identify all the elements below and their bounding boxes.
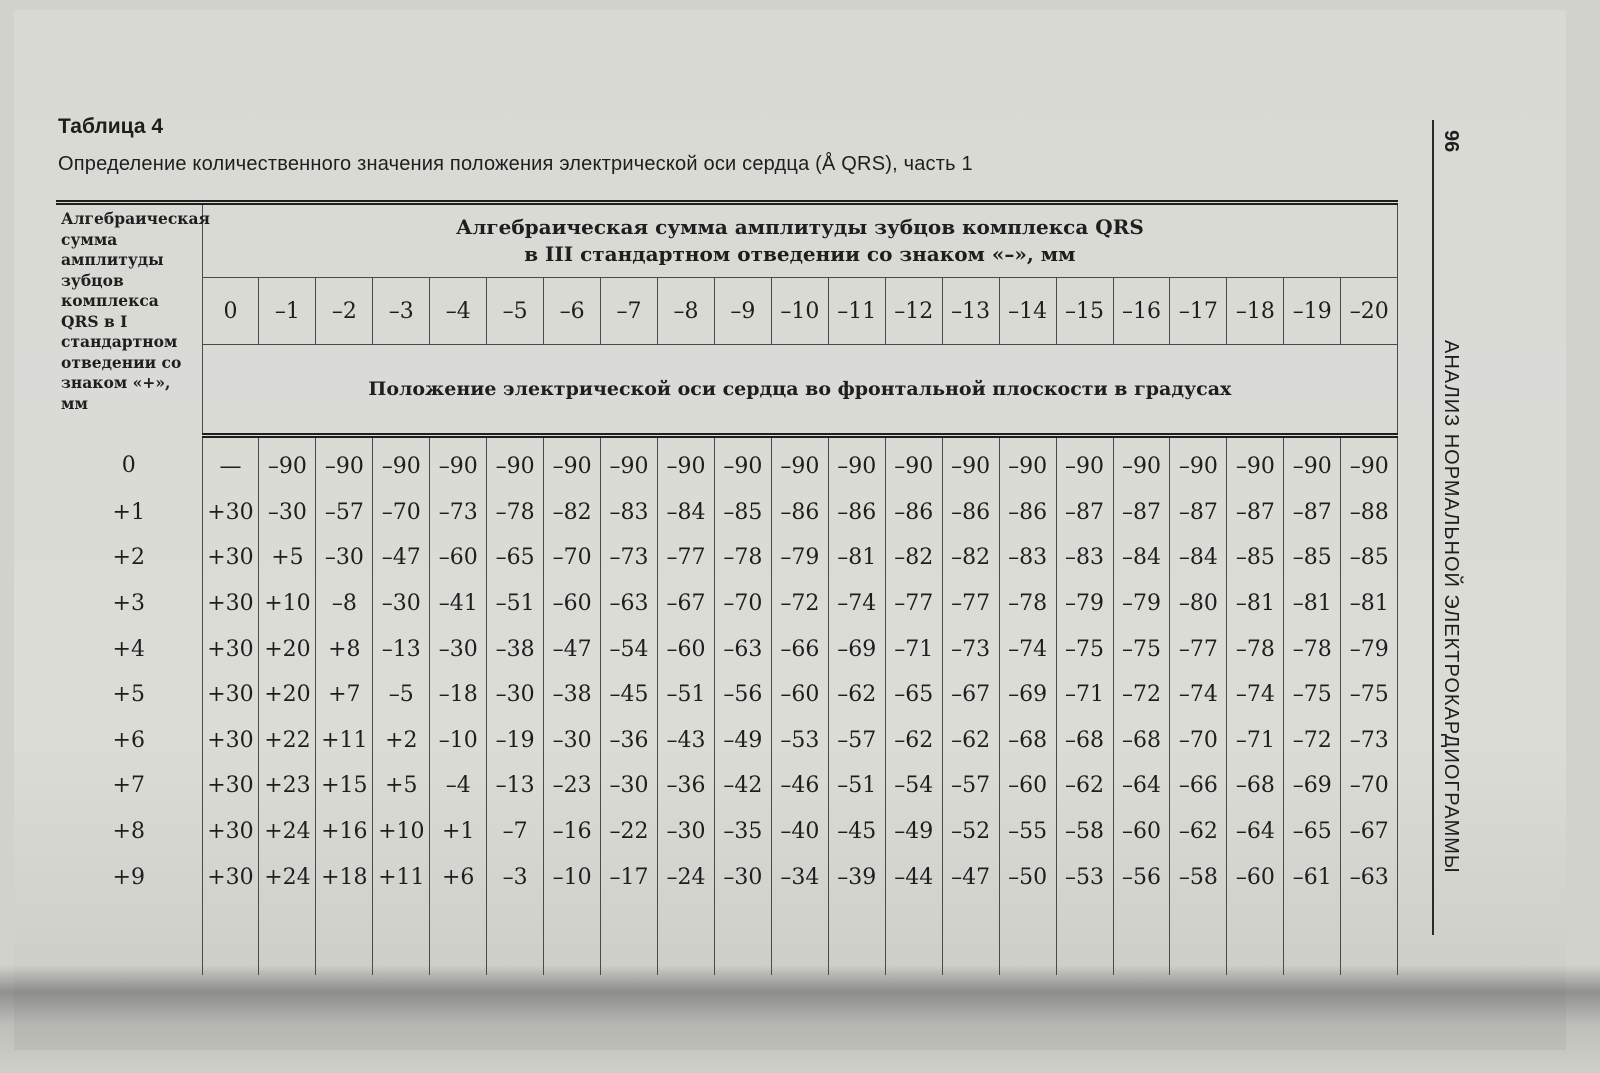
table-cell: +11: [373, 854, 430, 900]
table-cell: –62: [1170, 809, 1227, 855]
table-cell: +22: [259, 718, 316, 764]
table-cell: –86: [942, 490, 999, 536]
column-value-header: –12: [885, 278, 942, 345]
table-cell: –7: [487, 809, 544, 855]
table-cell: –87: [1170, 490, 1227, 536]
table-cell: –30: [487, 672, 544, 718]
table-cell: –83: [999, 535, 1056, 581]
table-cell: –78: [487, 490, 544, 536]
empty-cell: [1056, 900, 1113, 975]
table-cell: –63: [714, 626, 771, 672]
table-cell: –38: [487, 626, 544, 672]
column-value-header: –18: [1227, 278, 1284, 345]
table-cell: –84: [1170, 535, 1227, 581]
table-cell: –81: [1341, 581, 1398, 627]
axis-table: [56, 200, 1398, 975]
table-cell: +16: [316, 809, 373, 855]
table-cell: +11: [316, 718, 373, 764]
table-cell: –67: [1341, 809, 1398, 855]
column-group-header-line2: в III стандартном отведении со знаком «–», мм: [524, 242, 1076, 266]
table-row: [56, 626, 1398, 672]
table-cell: +10: [373, 809, 430, 855]
table-cell: –77: [658, 535, 715, 581]
stub-header: Алгебраическая сумма амплитуды зубцов комплекса QRS в I стандартном отведении со знаком «+», мм: [56, 203, 202, 436]
table-cell: –8: [316, 581, 373, 627]
table-cell: –45: [828, 809, 885, 855]
table-cell: –51: [828, 763, 885, 809]
table-cell: –54: [885, 763, 942, 809]
table-cell: –40: [771, 809, 828, 855]
row-label: 0: [56, 436, 202, 490]
table-cell: –60: [771, 672, 828, 718]
table-cell: –87: [1056, 490, 1113, 536]
table-cell: +20: [259, 626, 316, 672]
table-cell: –10: [430, 718, 487, 764]
table-cell: –79: [1113, 581, 1170, 627]
table-cell: +24: [259, 809, 316, 855]
table-cell: –70: [714, 581, 771, 627]
table-cell: –60: [1227, 854, 1284, 900]
row-label: +9: [56, 854, 202, 900]
table-cell: –90: [942, 436, 999, 490]
empty-cell: [259, 900, 316, 975]
table-cell: –78: [1227, 626, 1284, 672]
table-row: [56, 490, 1398, 536]
table-cell: –79: [1341, 626, 1398, 672]
column-group-header: [202, 203, 1398, 278]
empty-cell: [544, 900, 601, 975]
table-cell: –86: [885, 490, 942, 536]
table-cell: –70: [1170, 718, 1227, 764]
table-cell: –30: [544, 718, 601, 764]
table-cell: –90: [1227, 436, 1284, 490]
empty-cell: [1170, 900, 1227, 975]
table-cell: –82: [544, 490, 601, 536]
table-cell: –58: [1056, 809, 1113, 855]
table-cell: –41: [430, 581, 487, 627]
table-cell: –81: [1284, 581, 1341, 627]
table-cell: –90: [658, 436, 715, 490]
table-cell: –78: [1284, 626, 1341, 672]
row-label: +8: [56, 809, 202, 855]
table-cell: –85: [714, 490, 771, 536]
table-cell: –60: [999, 763, 1056, 809]
table-cell: –30: [373, 581, 430, 627]
table-cell: –75: [1113, 626, 1170, 672]
table-label: Таблица 4: [58, 115, 164, 138]
column-value-header: –7: [601, 278, 658, 345]
table-cell: –57: [828, 718, 885, 764]
column-value-header: –6: [544, 278, 601, 345]
table-cell: +5: [259, 535, 316, 581]
table-cell: –73: [601, 535, 658, 581]
table-cell: –90: [373, 436, 430, 490]
table-spacer-row: [56, 900, 1398, 975]
table-cell: –90: [1170, 436, 1227, 490]
table-cell: –68: [1056, 718, 1113, 764]
column-value-header: –16: [1113, 278, 1170, 345]
table-cell: –69: [828, 626, 885, 672]
table-cell: –51: [658, 672, 715, 718]
table-cell: –65: [487, 535, 544, 581]
table-row: [56, 718, 1398, 764]
table-cell: –90: [259, 436, 316, 490]
page-number-text: 96: [1440, 130, 1462, 153]
table-cell: –78: [999, 581, 1056, 627]
column-value-header: –10: [771, 278, 828, 345]
table-body: [56, 436, 1398, 975]
table-cell: –81: [1227, 581, 1284, 627]
table-cell: +5: [373, 763, 430, 809]
table-cell: +30: [202, 535, 259, 581]
table-cell: –77: [885, 581, 942, 627]
table-cell: +30: [202, 490, 259, 536]
table-cell: +24: [259, 854, 316, 900]
running-head-text: АНАЛИЗ НОРМАЛЬНОЙ ЭЛЕКТРОКАРДИОГРАММЫ: [1440, 340, 1462, 874]
table-row: [56, 672, 1398, 718]
table-cell: –79: [1056, 581, 1113, 627]
table-cell: –54: [601, 626, 658, 672]
table-cell: –60: [1113, 809, 1170, 855]
empty-cell: [430, 900, 487, 975]
table-cell: –86: [999, 490, 1056, 536]
table-cell: +15: [316, 763, 373, 809]
column-value-header: –13: [942, 278, 999, 345]
table-cell: –86: [828, 490, 885, 536]
table-cell: –39: [828, 854, 885, 900]
column-value-header: –19: [1284, 278, 1341, 345]
empty-cell: [202, 900, 259, 975]
table-cell: –87: [1113, 490, 1170, 536]
table-cell: –62: [885, 718, 942, 764]
table-row: [56, 436, 1398, 490]
table-cell: +30: [202, 854, 259, 900]
table-cell: –69: [1284, 763, 1341, 809]
table-cell: –73: [430, 490, 487, 536]
table-cell: +30: [202, 581, 259, 627]
table-cell: –22: [601, 809, 658, 855]
table-cell: –71: [885, 626, 942, 672]
table-cell: –45: [601, 672, 658, 718]
table-cell: –68: [999, 718, 1056, 764]
table-cell: –56: [714, 672, 771, 718]
table-cell: –63: [1341, 854, 1398, 900]
table-cell: –60: [430, 535, 487, 581]
table-cell: –47: [544, 626, 601, 672]
empty-cell: [601, 900, 658, 975]
table-cell: –36: [601, 718, 658, 764]
table-cell: –67: [658, 581, 715, 627]
table-cell: –90: [601, 436, 658, 490]
empty-cell: [56, 900, 202, 975]
table-cell: –88: [1341, 490, 1398, 536]
column-value-header: –14: [999, 278, 1056, 345]
table-cell: –85: [1227, 535, 1284, 581]
table-cell: –56: [1113, 854, 1170, 900]
empty-cell: [487, 900, 544, 975]
table-cell: +8: [316, 626, 373, 672]
column-value-header: –2: [316, 278, 373, 345]
table-cell: +30: [202, 763, 259, 809]
table-cell: +18: [316, 854, 373, 900]
empty-cell: [999, 900, 1056, 975]
table-cell: –66: [1170, 763, 1227, 809]
row-label: +2: [56, 535, 202, 581]
table-cell: +30: [202, 672, 259, 718]
table-cell: –90: [1113, 436, 1170, 490]
table-cell: –90: [1056, 436, 1113, 490]
table-cell: –84: [658, 490, 715, 536]
table-cell: –30: [430, 626, 487, 672]
column-value-header: –17: [1170, 278, 1227, 345]
table-cell: –16: [544, 809, 601, 855]
table-cell: –73: [1341, 718, 1398, 764]
table-cell: –43: [658, 718, 715, 764]
empty-cell: [316, 900, 373, 975]
table-cell: –90: [430, 436, 487, 490]
table-cell: –30: [316, 535, 373, 581]
table-cell: –68: [1113, 718, 1170, 764]
empty-cell: [1341, 900, 1398, 975]
table-cell: –62: [828, 672, 885, 718]
row-label: +4: [56, 626, 202, 672]
table-cell: –70: [544, 535, 601, 581]
table-cell: –74: [828, 581, 885, 627]
table-cell: –5: [373, 672, 430, 718]
table-cell: –74: [1227, 672, 1284, 718]
table-cell: –74: [1170, 672, 1227, 718]
table-cell: +10: [259, 581, 316, 627]
column-value-header: 0: [202, 278, 259, 345]
empty-cell: [1227, 900, 1284, 975]
row-label: +7: [56, 763, 202, 809]
column-value-header: –3: [373, 278, 430, 345]
table-cell: –67: [942, 672, 999, 718]
table-cell: –87: [1227, 490, 1284, 536]
table-cell: –80: [1170, 581, 1227, 627]
table-cell: –57: [316, 490, 373, 536]
table-cell: –82: [942, 535, 999, 581]
table-cell: –38: [544, 672, 601, 718]
empty-cell: [1113, 900, 1170, 975]
table-cell: –58: [1170, 854, 1227, 900]
table-cell: +23: [259, 763, 316, 809]
column-value-header: –1: [259, 278, 316, 345]
table-cell: –68: [1227, 763, 1284, 809]
table-row: [56, 854, 1398, 900]
table-cell: –90: [1284, 436, 1341, 490]
table-cell: –49: [885, 809, 942, 855]
table-cell: –79: [771, 535, 828, 581]
table-cell: –46: [771, 763, 828, 809]
table-cell: —: [202, 436, 259, 490]
empty-cell: [771, 900, 828, 975]
table-cell: –47: [942, 854, 999, 900]
table-cell: –73: [942, 626, 999, 672]
table-cell: +6: [430, 854, 487, 900]
table-cell: –81: [828, 535, 885, 581]
empty-cell: [942, 900, 999, 975]
table-cell: –51: [487, 581, 544, 627]
table-cell: +30: [202, 718, 259, 764]
table-cell: +1: [430, 809, 487, 855]
table-cell: –65: [885, 672, 942, 718]
table-cell: –66: [771, 626, 828, 672]
table-cell: –75: [1284, 672, 1341, 718]
table-cell: –24: [658, 854, 715, 900]
column-group-header-line1: Алгебраическая сумма амплитуды зубцов комплекса QRS: [455, 215, 1144, 239]
table-row: [56, 535, 1398, 581]
column-value-header: –20: [1341, 278, 1398, 345]
table-caption: Определение количественного значения положения электрической оси сердца (Å QRS), часть 1: [58, 153, 973, 175]
table-cell: –53: [771, 718, 828, 764]
table-cell: –30: [714, 854, 771, 900]
table-cell: –70: [1341, 763, 1398, 809]
table-cell: –90: [1341, 436, 1398, 490]
table-cell: –49: [714, 718, 771, 764]
table-cell: –65: [1284, 809, 1341, 855]
table-cell: –63: [601, 581, 658, 627]
table-cell: –71: [1227, 718, 1284, 764]
table-cell: –90: [885, 436, 942, 490]
empty-cell: [885, 900, 942, 975]
table-cell: –90: [771, 436, 828, 490]
table-cell: +2: [373, 718, 430, 764]
table-row: [56, 581, 1398, 627]
table-cell: –60: [544, 581, 601, 627]
table-cell: +30: [202, 626, 259, 672]
row-label: +5: [56, 672, 202, 718]
table-cell: –64: [1113, 763, 1170, 809]
table-row: [56, 809, 1398, 855]
table-cell: –53: [1056, 854, 1113, 900]
column-value-header: –8: [658, 278, 715, 345]
table-cell: –77: [942, 581, 999, 627]
table-cell: –78: [714, 535, 771, 581]
table-cell: –90: [714, 436, 771, 490]
table-cell: –77: [1170, 626, 1227, 672]
table-cell: –10: [544, 854, 601, 900]
table-cell: –75: [1056, 626, 1113, 672]
table-cell: –84: [1113, 535, 1170, 581]
side-rule: [1432, 120, 1434, 935]
table-cell: –60: [658, 626, 715, 672]
table-cell: –62: [942, 718, 999, 764]
table-cell: –13: [373, 626, 430, 672]
empty-cell: [373, 900, 430, 975]
table-cell: –47: [373, 535, 430, 581]
table-cell: –35: [714, 809, 771, 855]
table-cell: –85: [1341, 535, 1398, 581]
table-cell: –19: [487, 718, 544, 764]
column-value-header: –4: [430, 278, 487, 345]
table-cell: –83: [601, 490, 658, 536]
column-value-header: –11: [828, 278, 885, 345]
table-cell: –72: [1113, 672, 1170, 718]
table-cell: –17: [601, 854, 658, 900]
column-value-header: –9: [714, 278, 771, 345]
table-cell: +7: [316, 672, 373, 718]
column-value-header: –15: [1056, 278, 1113, 345]
empty-cell: [828, 900, 885, 975]
table-cell: –30: [259, 490, 316, 536]
table-cell: –83: [1056, 535, 1113, 581]
table-cell: –30: [601, 763, 658, 809]
table-row: [56, 763, 1398, 809]
table-cell: –44: [885, 854, 942, 900]
table-cell: –62: [1056, 763, 1113, 809]
table-cell: –74: [999, 626, 1056, 672]
table-cell: +30: [202, 809, 259, 855]
table-cell: –72: [1284, 718, 1341, 764]
table-cell: –85: [1284, 535, 1341, 581]
empty-cell: [714, 900, 771, 975]
table-cell: –75: [1341, 672, 1398, 718]
row-label: +6: [56, 718, 202, 764]
table-cell: –90: [487, 436, 544, 490]
empty-cell: [1284, 900, 1341, 975]
table-cell: –82: [885, 535, 942, 581]
table-cell: –90: [316, 436, 373, 490]
empty-cell: [658, 900, 715, 975]
table-cell: –42: [714, 763, 771, 809]
table-cell: –30: [658, 809, 715, 855]
table-cell: –13: [487, 763, 544, 809]
table-cell: –57: [942, 763, 999, 809]
table-cell: –4: [430, 763, 487, 809]
column-values-row: [56, 278, 1398, 345]
table-cell: –23: [544, 763, 601, 809]
table-cell: –52: [942, 809, 999, 855]
table-cell: –72: [771, 581, 828, 627]
table-cell: –34: [771, 854, 828, 900]
table-cell: –87: [1284, 490, 1341, 536]
values-subheader: Положение электрической оси сердца во фронтальной плоскости в градусах: [202, 345, 1398, 436]
table-cell: –3: [487, 854, 544, 900]
table-cell: –18: [430, 672, 487, 718]
table-cell: –90: [544, 436, 601, 490]
table-cell: –69: [999, 672, 1056, 718]
table-cell: –71: [1056, 672, 1113, 718]
table-cell: –61: [1284, 854, 1341, 900]
table-cell: –90: [828, 436, 885, 490]
table-cell: –50: [999, 854, 1056, 900]
table-cell: –90: [999, 436, 1056, 490]
row-label: +3: [56, 581, 202, 627]
column-value-header: –5: [487, 278, 544, 345]
table-cell: –55: [999, 809, 1056, 855]
table-cell: –86: [771, 490, 828, 536]
table-cell: +20: [259, 672, 316, 718]
table-cell: –70: [373, 490, 430, 536]
row-label: +1: [56, 490, 202, 536]
table-cell: –64: [1227, 809, 1284, 855]
table-cell: –36: [658, 763, 715, 809]
